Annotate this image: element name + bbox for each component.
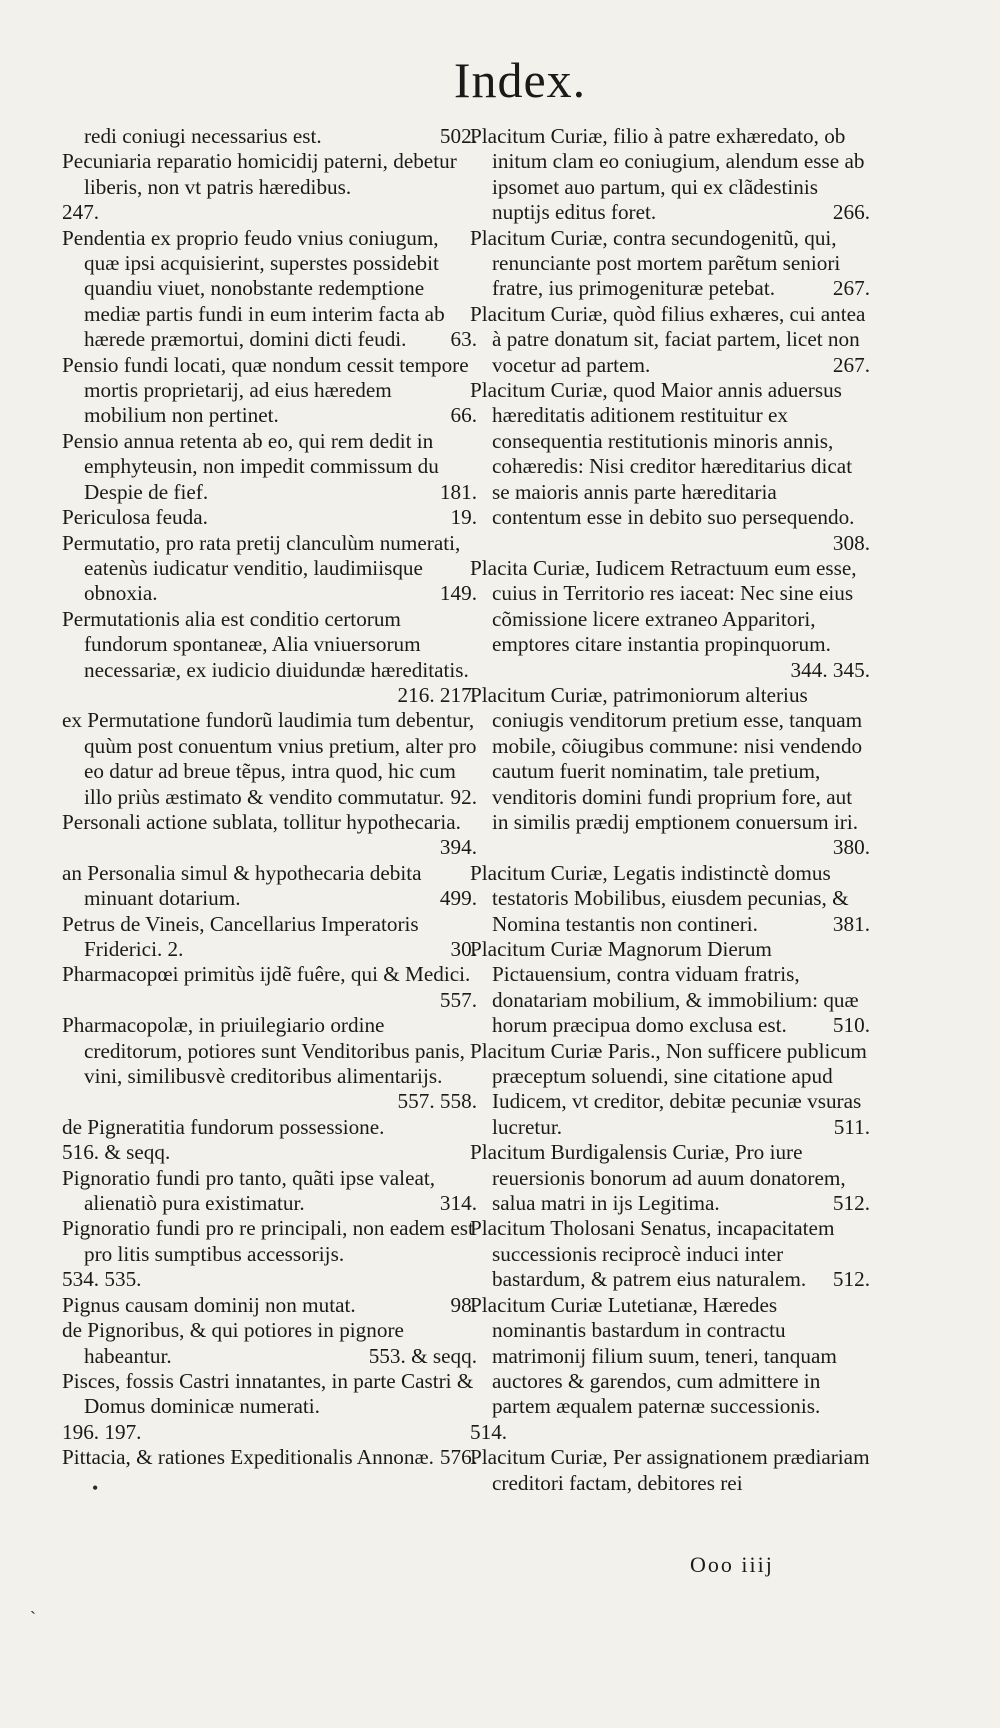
entry-text: Placitum Curiæ Magnorum Dierum Pictauensium, contra viduam fratris, donatariam mobilium, & immobilium: quæ horum præcipua domo exclusa est. bbox=[470, 937, 859, 1038]
entry-page-ref: 514. bbox=[470, 1419, 508, 1444]
entry-page-ref: 181. bbox=[439, 479, 477, 504]
entry-page-ref: 516. & seqq. bbox=[62, 1140, 171, 1165]
entry-page-ref: 19. bbox=[450, 505, 477, 530]
index-column-left bbox=[62, 124, 477, 1471]
entry-page-ref: 63. bbox=[450, 327, 477, 352]
index-entry bbox=[62, 1293, 477, 1318]
index-entry bbox=[62, 1445, 477, 1470]
entry-text: Placitum Curiæ, patrimoniorum alterius coniugis venditorum pretium esse, tanquam mobile, cõiugibus commune: nisi vendendo cautum fuerit nominatim, tale pretium, venditoris domini fundi proprium fore, aut in similis prædij emptionem conuersum iri. bbox=[470, 682, 863, 834]
entry-page-ref: 394. bbox=[439, 835, 477, 860]
entry-text: Placitum Curiæ, Per assignationem prædiariam creditori factam, debitores rei bbox=[470, 1445, 870, 1495]
entry-text: Placitum Curiæ, quòd filius exhæres, cui antea à patre donatum sit, faciat partem, licet non vocetur ad partem. bbox=[470, 301, 866, 377]
entry-text: redi coniugi necessarius est. bbox=[84, 124, 322, 148]
entry-text: Placitum Curiæ Paris., Non sufficere publicum præceptum soluendi, sine citatione apud Iudicem, vt creditor, debitæ pecuniæ vsuras lucretur. bbox=[470, 1038, 867, 1139]
index-entry bbox=[62, 861, 477, 912]
entry-page-ref: 553. & seqq. bbox=[368, 1343, 477, 1368]
entry-page-ref: 534. 535. bbox=[62, 1267, 142, 1292]
index-entry bbox=[470, 1140, 870, 1216]
entry-text: Placitum Curiæ, contra secundogenitũ, qui, renunciante post mortem parẽtum seniori fratre, ius primogenituræ petebat. bbox=[470, 225, 841, 301]
entry-text: Placitum Curiæ, quod Maior annis aduersus hæreditatis aditionem restituitur ex consequentia restitutionis minoris annis, cohæredis: Nisi creditor hæreditarius dicat se maioris annis parte hæreditaria contentum esse in debito suo persequendo. bbox=[470, 378, 855, 530]
entry-text: Periculosa feuda. bbox=[62, 505, 208, 530]
index-entry bbox=[62, 353, 477, 429]
entry-page-ref: 92. bbox=[450, 784, 477, 809]
entry-text: Pignus causam dominij non mutat. bbox=[62, 1292, 356, 1317]
index-entry bbox=[62, 1216, 477, 1292]
index-entry bbox=[470, 937, 870, 1039]
entry-page-ref: 557. bbox=[439, 987, 477, 1012]
entry-page-ref: 66. bbox=[450, 403, 477, 428]
index-entry bbox=[470, 861, 870, 937]
entry-text: Pensio fundi locati, quæ nondum cessit tempore mortis proprietarij, ad eius hæredem mobilium non pertinet. bbox=[62, 352, 469, 428]
entry-text: Placitum Curiæ Lutetianæ, Hæredes nominantis bastardum in contractu matrimonij filium suum, teneri, tanquam auctores & garendos, cum admittere in partem æqualem paternæ successionis. bbox=[470, 1292, 837, 1419]
index-entry bbox=[470, 1039, 870, 1141]
entry-text: Placitum Tholosani Senatus, incapacitatem successionis reciprocè induci inter bastardum, & patrem eius naturalem. bbox=[470, 1216, 835, 1292]
index-entry bbox=[470, 378, 870, 556]
index-column-right bbox=[470, 124, 870, 1496]
entry-page-ref: 511. bbox=[833, 1114, 870, 1139]
entry-text: Placitum Curiæ, filio à patre exhæredato, ob initum clam eo coniugium, alendum esse ab ipsomet auo partum, qui ex clãdestinis nuptijs editus foret. bbox=[470, 124, 865, 225]
entry-page-ref: 502. bbox=[439, 124, 477, 148]
entry-page-ref: 149. bbox=[439, 581, 477, 606]
index-entry bbox=[62, 912, 477, 963]
entry-text: an Personalia simul & hypothecaria debita minuant dotarium. bbox=[62, 860, 422, 911]
entry-text: Petrus de Vineis, Cancellarius Imperatoris Friderici. 2. bbox=[62, 911, 419, 961]
entry-page-ref: 512. bbox=[832, 1267, 870, 1292]
index-entry bbox=[62, 1115, 477, 1166]
entry-text: Pecuniaria reparatio homicidij paterni, debetur liberis, non vt patris hæredibus. bbox=[62, 149, 457, 199]
entry-page-ref: 30. bbox=[450, 937, 477, 961]
entry-page-ref: 308. bbox=[832, 530, 870, 555]
index-entry bbox=[470, 556, 870, 683]
ink-speck: • bbox=[92, 1478, 99, 1498]
page-title: Index. bbox=[453, 52, 587, 108]
index-entry bbox=[470, 226, 870, 302]
entry-page-ref: 267. bbox=[832, 352, 870, 377]
index-entry bbox=[62, 226, 477, 353]
index-entry bbox=[470, 683, 870, 861]
index-entry bbox=[62, 1369, 477, 1445]
entry-text: Placita Curiæ, Iudicem Retractuum eum esse, cuius in Territorio res iaceat: Nec sine eius cõmissione licere extraneo Apparitori, emptores citare instantia propinquorum. bbox=[470, 555, 857, 657]
entry-page-ref: 557. 558. bbox=[397, 1089, 477, 1114]
entry-page-ref: 499. bbox=[439, 886, 477, 911]
entry-page-ref: 267. bbox=[832, 276, 870, 301]
entry-page-ref: 196. 197. bbox=[62, 1419, 142, 1444]
index-entry bbox=[62, 962, 477, 1013]
index-entry bbox=[62, 1013, 477, 1115]
index-entry bbox=[62, 149, 477, 225]
entry-text: de Pignoribus, & qui potiores in pignore habeantur. bbox=[62, 1318, 404, 1368]
entry-text: de Pigneratitia fundorum possessione. bbox=[62, 1114, 385, 1139]
entry-text: Permutatio, pro rata pretij clanculùm numerati, eatenùs iudicatur venditio, laudimiisque obnoxia. bbox=[62, 530, 461, 606]
entry-page-ref: 576. bbox=[439, 1445, 477, 1470]
entry-page-ref: 512. bbox=[832, 1191, 870, 1216]
entry-page-ref: 266. bbox=[832, 200, 870, 225]
entry-text: Placitum Curiæ, Legatis indistinctè domus testatoris Mobilibus, eiusdem pecunias, & Nomina testantis non contineri. bbox=[470, 860, 849, 936]
index-entry bbox=[62, 1318, 477, 1369]
index-entry bbox=[62, 708, 477, 810]
entry-page-ref: 344. 345. bbox=[790, 657, 870, 682]
index-entry bbox=[62, 124, 477, 149]
entry-text: Pharmacopolæ, in priuilegiario ordine creditorum, potiores sunt Venditoribus panis, vini, similibusvè creditoribus alimentarijs. bbox=[62, 1013, 465, 1089]
entry-page-ref: 98. bbox=[450, 1292, 477, 1317]
entry-page-ref: 247. bbox=[62, 200, 100, 225]
index-entry bbox=[62, 607, 477, 709]
index-entry bbox=[470, 302, 870, 378]
entry-text: Pisces, fossis Castri innatantes, in parte Castri & Domus dominicæ numerati. bbox=[62, 1368, 474, 1419]
entry-page-ref: 380. bbox=[832, 835, 870, 860]
ink-speck: ˏ bbox=[30, 1594, 36, 1614]
index-entry bbox=[470, 1445, 870, 1496]
entry-text: Personali actione sublata, tollitur hypothecaria. bbox=[62, 809, 461, 834]
entry-page-ref: 510. bbox=[832, 1013, 870, 1038]
index-entry bbox=[62, 1166, 477, 1217]
entry-text: Permutationis alia est conditio certorum fundorum spontaneæ, Alia vniuersorum necessariæ, ex iudicio diuidundæ hæreditatis. bbox=[62, 606, 469, 682]
entry-text: Pharmacopœi primitùs ijdẽ fuêre, qui & Medici. bbox=[62, 962, 471, 987]
index-entry bbox=[62, 505, 477, 530]
index-entry bbox=[62, 810, 477, 861]
index-entry bbox=[470, 1216, 870, 1292]
index-entry bbox=[470, 1293, 870, 1445]
index-entry bbox=[62, 531, 477, 607]
index-entry bbox=[470, 124, 870, 226]
entry-text: Placitum Burdigalensis Curiæ, Pro iure reuersionis bonorum ad auum donatorem, salua matri in ijs Legitima. bbox=[470, 1140, 846, 1216]
entry-text: Pignoratio fundi pro re principali, non eadem est pro litis sumptibus accessorijs. bbox=[62, 1216, 474, 1266]
entry-text: ex Permutatione fundorũ laudimia tum debentur, quùm post conuentum vnius pretium, alter pro eo datur ad breue tẽpus, intra quod, hic cum illo priùs æstimato & vendito commutatur. bbox=[62, 708, 477, 809]
signature-mark: Ooo iiij bbox=[690, 1552, 774, 1577]
entry-page-ref: 216. 217. bbox=[397, 682, 477, 707]
entry-text: Pensio annua retenta ab eo, qui rem dedit in emphyteusin, non impedit commissum du Despie de fief. bbox=[62, 428, 439, 504]
entry-page-ref: 314. bbox=[439, 1191, 477, 1216]
index-entry bbox=[62, 429, 477, 505]
entry-page-ref: 381. bbox=[832, 911, 870, 936]
entry-text: Pignoratio fundi pro tanto, quãti ipse valeat, alienatiò pura existimatur. bbox=[62, 1165, 436, 1216]
entry-text: Pittacia, & rationes Expeditionalis Annonæ. bbox=[62, 1445, 434, 1470]
entry-text: Pendentia ex proprio feudo vnius coniugum, quæ ipsi acquisierint, superstes possidebit quandiu viuet, nonobstante redemptione mediæ partis fundi in eum interim facta ab hærede præmortui, domini dicti feudi. bbox=[62, 225, 445, 352]
